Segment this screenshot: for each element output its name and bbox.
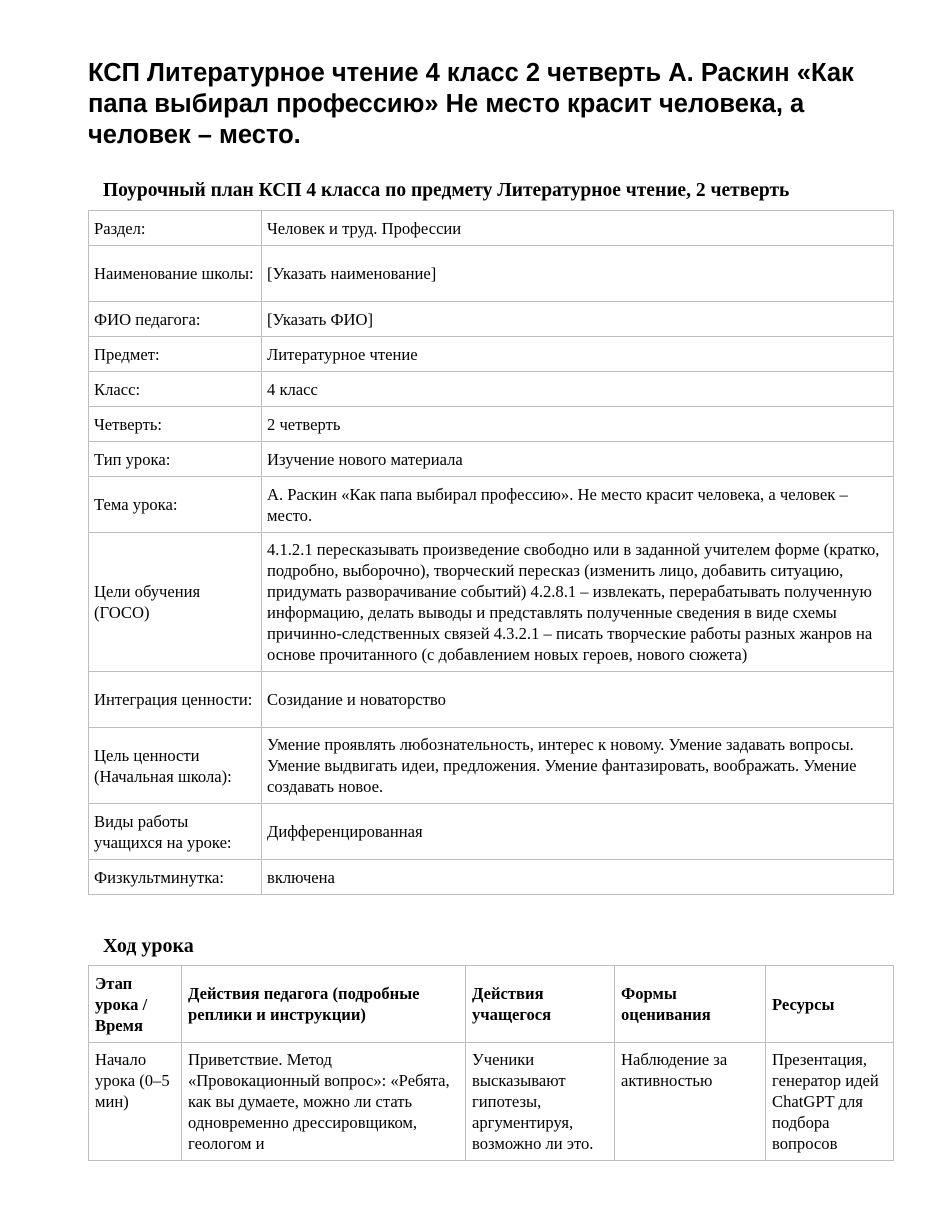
plan-heading: Поурочный план КСП 4 класса по предмету Литературное чтение, 2 четверть <box>103 180 790 201</box>
row-value: Дифференцированная <box>262 804 894 860</box>
row-label: Виды работы учащихся на уроке: <box>89 804 262 860</box>
stage-cell <box>89 1043 182 1161</box>
column-header-student-actions: Действия учащегося <box>466 966 615 1043</box>
lesson-flow-table <box>88 965 894 1161</box>
assessment-text: Наблюдение за активностью <box>621 1050 728 1090</box>
row-label: Физкультминутка: <box>89 860 262 895</box>
teacher-actions-text: Приветствие. Метод «Провокационный вопрос»: «Ребята, как вы думаете, можно ли стать одновременно дрессировщиком, геологом и <box>188 1050 450 1153</box>
row-value: [Указать ФИО] <box>262 302 894 337</box>
row-value: включена <box>262 860 894 895</box>
resources-cell <box>766 1043 894 1161</box>
table-row <box>89 442 894 477</box>
row-value: Созидание и новаторство <box>262 672 894 728</box>
row-value: 4 класс <box>262 372 894 407</box>
table-row <box>89 860 894 895</box>
row-label: Раздел: <box>89 211 262 246</box>
table-row <box>89 804 894 860</box>
row-label: ФИО педагога: <box>89 302 262 337</box>
row-label: Интеграция ценности: <box>89 672 262 728</box>
row-value: [Указать наименование] <box>262 246 894 302</box>
student-actions-text: Ученики высказывают гипотезы, аргументируя, возможно ли это. <box>472 1050 594 1153</box>
row-label: Четверть: <box>89 407 262 442</box>
row-label: Класс: <box>89 372 262 407</box>
table-row <box>89 672 894 728</box>
row-value: А. Раскин «Как папа выбирал профессию». Не место красит человека, а человек – место. <box>262 477 894 533</box>
stage-text: Начало урока (0–5 мин) <box>95 1050 170 1111</box>
teacher-actions-cell <box>182 1043 466 1161</box>
table-row <box>89 372 894 407</box>
row-value: Литературное чтение <box>262 337 894 372</box>
resources-text: Презентация, генератор идей ChatGPT для подбора вопросов <box>772 1050 879 1153</box>
table-row <box>89 728 894 804</box>
table-row <box>89 302 894 337</box>
row-label: Цель ценности (Начальная школа): <box>89 728 262 804</box>
table-row <box>89 1043 894 1161</box>
row-label: Тип урока: <box>89 442 262 477</box>
lesson-info-table <box>88 210 894 895</box>
table-row <box>89 337 894 372</box>
table-row <box>89 533 894 672</box>
row-value: Человек и труд. Профессии <box>262 211 894 246</box>
column-header-assessment: Формы оценивания <box>615 966 766 1043</box>
lesson-flow-heading: Ход урока <box>103 935 194 957</box>
row-label: Предмет: <box>89 337 262 372</box>
row-value: 4.1.2.1 пересказывать произведение свободно или в заданной учителем форме (кратко, подробно, выборочно), творческий пересказ (изменить лицо, добавить ситуацию, придумать разворачивание событий) 4.2.8.1 – извлекать, перерабатывать полученную информацию, делать выводы и представлять полученные сведения в виде схемы причинно-следственных связей 4.3.2.1 – писать творческие работы разных жанров на основе прочитанного (с добавлением новых героев, нового сюжета) <box>262 533 894 672</box>
row-value: 2 четверть <box>262 407 894 442</box>
column-header-resources: Ресурсы <box>766 966 894 1043</box>
student-actions-cell <box>466 1043 615 1161</box>
table-row <box>89 407 894 442</box>
document-title: КСП Литературное чтение 4 класс 2 четверть А. Раскин «Как папа выбирал профессию» Не место красит человека, а человек – место. <box>88 59 854 149</box>
table-header-row <box>89 966 894 1043</box>
row-value: Изучение нового материала <box>262 442 894 477</box>
column-header-stage: Этап урока / Время <box>89 966 182 1043</box>
row-label: Наименование школы: <box>89 246 262 302</box>
table-row <box>89 477 894 533</box>
row-value: Умение проявлять любознательность, интерес к новому. Умение задавать вопросы. Умение выдвигать идеи, предложения. Умение фантазировать, воображать. Умение создавать новое. <box>262 728 894 804</box>
table-row <box>89 211 894 246</box>
assessment-cell <box>615 1043 766 1161</box>
table-row <box>89 246 894 302</box>
row-label: Цели обучения (ГОСО) <box>89 533 262 672</box>
column-header-teacher-actions: Действия педагога (подробные реплики и инструкции) <box>182 966 466 1043</box>
row-label: Тема урока: <box>89 477 262 533</box>
